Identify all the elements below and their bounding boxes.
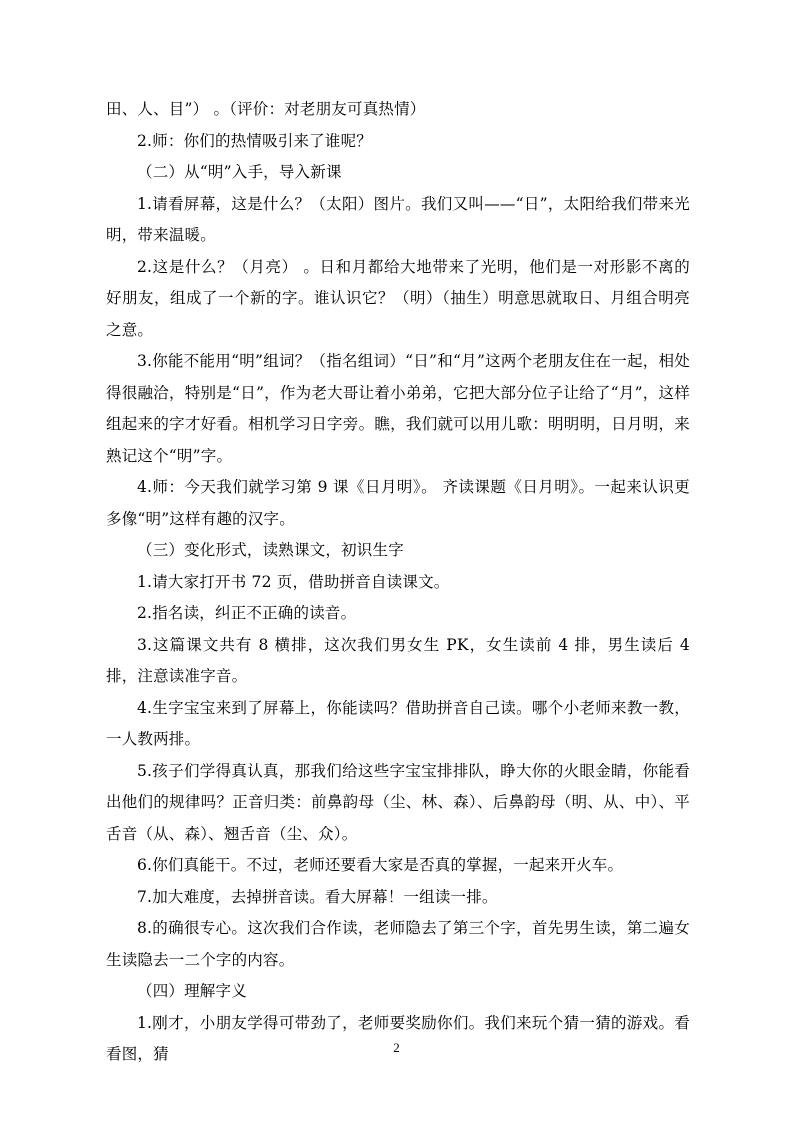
- paragraph: 4.师：今天我们就学习第 9 课《日月明》。 齐读课题《日月明》。一起来认识更多像“明”这样有趣的汉字。: [106, 478, 690, 528]
- paragraph: 5.孩子们学得真认真，那我们给这些字宝宝排排队，睁大你的火眼金睛，你能看出他们的规律吗？正音归类：前鼻韵母（尘、林、森）、后鼻韵母（明、从、中）、平舌音（从、森）、翘舌音（尘、众）。: [106, 761, 690, 843]
- paragraph: 7.加大难度，去掉拼音读。看大屏幕！一组读一排。: [137, 887, 498, 906]
- paragraph: 2.指名读，纠正不正确的读音。: [137, 604, 357, 622]
- paragraph: 2.这是什么？（月亮） 。日和月都给大地带来了光明，他们是一对形影不离的好朋友，组成了一个新的字。谁认识它？（明）（抽生）明意思就取日、月组合明亮之意。: [106, 257, 690, 339]
- document-body: [106, 94, 690, 1071]
- paragraph: 1.请看屏幕，这是什么？（太阳）图片。我们又叫——“日”，太阳给我们带来光明，带来温暖。: [106, 194, 690, 244]
- paragraph: 3.你能不能用“明”组词？（指名组词）“日”和“月”这两个老朋友住在一起，相处得很融洽，特别是“日”，作为老大哥让着小弟弟，它把大部分位子让给了“月”，这样组起来的字才好看。相机学习日字旁。瞧，我们就可以用儿歌：明明明，日月明，来熟记这个“明”字。: [106, 352, 690, 465]
- paragraph: 2.师：你们的热情吸引来了谁呢？: [137, 131, 372, 150]
- paragraph-continuation: 田、人、目”） 。（评价：对老朋友可真热情）: [106, 100, 426, 118]
- paragraph: 1.刚才，小朋友学得可带劲了，老师要奖励你们。我们来玩个猜一猜的游戏。看看图，猜: [106, 1013, 690, 1063]
- paragraph: 1.请大家打开书 72 页，借助拼音自读课文。: [137, 572, 450, 591]
- page-number: 2: [393, 1040, 400, 1055]
- paragraph: 8.的确很专心。这次我们合作读，老师隐去了第三个字，首先男生读，第二遍女生读隐去一二个字的内容。: [106, 919, 690, 969]
- section-heading-2: （二）从“明”入手，导入新课: [137, 163, 342, 181]
- paragraph: 4.生字宝宝来到了屏幕上，你能读吗？借助拼音自己读。哪个小老师来教一教，一人教两排。: [106, 698, 690, 748]
- paragraph: 6.你们真能干。不过，老师还要看大家是否真的掌握，一起来开火车。: [137, 856, 624, 874]
- paragraph: 3.这篇课文共有 8 横排，这次我们男女生 PK，女生读前 4 排，男生读后 4 排，注意读准字音。: [106, 635, 690, 685]
- section-heading-4: （四）理解字义: [137, 982, 247, 1000]
- section-heading-3: （三）变化形式，读熟课文，初识生字: [137, 541, 404, 559]
